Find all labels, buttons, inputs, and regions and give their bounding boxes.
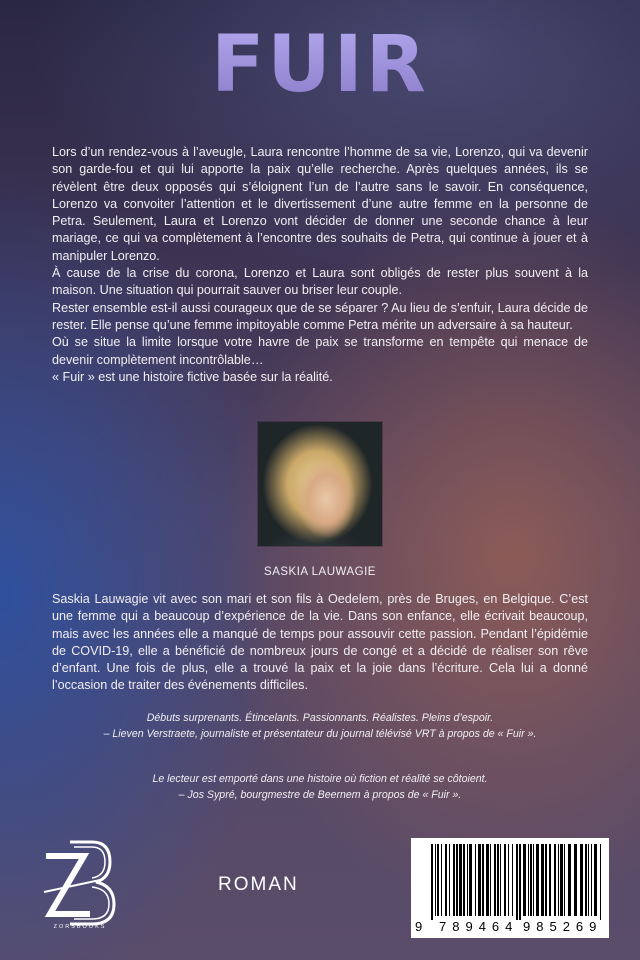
barcode-bar: [536, 844, 539, 916]
barcode-bar: [558, 844, 559, 916]
synopsis-paragraph: Rester ensemble est-il aussi courageux que de se séparer ? Au lieu de s’enfuir, Laura décide de rester. Elle pense qu’une femme impitoyable comme Petra mérite un adversaire à sa hauteur.: [52, 300, 588, 332]
author-photo: [258, 422, 382, 546]
isbn-barcode: [411, 838, 609, 938]
synopsis-paragraph: À cause de la crise du corona, Lorenzo et Laura sont obligés de rester plus souvent à la maison. Une situation qui pourrait sauver ou briser leur couple.: [52, 266, 588, 298]
barcode-bar: [482, 844, 484, 916]
barcode-bar: [574, 844, 577, 916]
barcode-bar: [497, 844, 499, 916]
barcode-bar: [469, 844, 472, 916]
isbn-digit-prefix: 9: [415, 919, 423, 934]
barcode-bar: [475, 844, 476, 916]
book-title: FUIR: [0, 20, 640, 110]
synopsis-paragraph: « Fuir » est une histoire fictive basée sur la réalité.: [52, 369, 333, 384]
barcode-bar: [459, 844, 462, 916]
synopsis-paragraph: Lors d’un rendez-vous à l’aveugle, Laura rencontre l’homme de sa vie, Lorenzo, qui va devenir son garde-fou et qui lui apporte la paix qu’elle recherche. Après quelques années, ils se révèlent être deux opposés qui s’éloignent l’un de l’autre sans le savoir. En conséquence, Lorenzo va convoiter l’attention et le divertissement d’une autre femme en la personne de Petra. Seulement, Laura et Lorenzo vont décider de donner une seconde chance à leur mariage, ce qui va complètement à l’encontre des souhaits de Petra, qui continue à jouer et à manipuler Lorenzo.: [52, 145, 588, 263]
barcode-bar: [568, 844, 571, 916]
quote-text: Le lecteur est emporté dans une histoire où fiction et réalité se côtoient.: [152, 773, 488, 785]
barcode-bar: [541, 844, 544, 916]
quote-source: – Jos Sypré, bourgmestre de Beernem à propos de « Fuir ».: [178, 788, 462, 801]
quote-text: Débuts surprenants. Étincelants. Passionnants. Réalistes. Pleins d’espoir.: [146, 712, 494, 724]
barcode-bar: [591, 844, 592, 916]
review-quote: [0, 772, 640, 803]
barcode-bar: [600, 844, 601, 920]
synopsis: [52, 144, 588, 386]
barcode-bar: [545, 844, 547, 916]
barcode-bar: [467, 844, 468, 916]
barcode-bar: [504, 844, 506, 916]
barcode-bar: [431, 844, 433, 920]
isbn-digit-group: 789464: [439, 919, 519, 934]
barcode-bar: [588, 844, 589, 916]
barcode-bar: [441, 844, 442, 916]
barcode-bar: [435, 844, 436, 916]
barcode-bar: [512, 844, 513, 916]
barcode-bar: [594, 844, 597, 916]
barcode-bar: [456, 844, 458, 916]
barcode-bar: [516, 844, 518, 920]
author-bio: Saskia Lauwagie vit avec son mari et son fils à Oedelem, près de Bruges, en Belgique. C’est une femme qui a beaucoup d’expérience de la vie. Dans son enfance, elle écrivait beaucoup, mais avec les années elle a manqué de temps pour assouvir cette passion. Pendant l’épidémie de COVID-19, elle a bénéficié de nombreux jours de congé et a décidé de réaliser son rêve d’enfant. Une fois de plus, elle a trouvé la paix et la joie dans l’écriture. Cela lui a donné l’occasion de traiter des événements difficiles.: [52, 592, 588, 693]
quote-source: – Lieven Verstraete, journaliste et présentateur du journal télévisé VRT à propos de « Fuir ».: [103, 727, 537, 740]
barcode-bar: [445, 844, 447, 916]
barcode-bar: [449, 844, 450, 916]
genre-label: ROMAN: [218, 874, 299, 895]
barcode-bar: [564, 844, 565, 916]
barcode-bar: [478, 844, 481, 916]
zb-monogram-icon: [40, 834, 120, 934]
author-name: SASKIA LAUWAGIE: [264, 566, 376, 578]
synopsis-paragraph: Où se situe la limite lorsque votre havre de paix se transforme en tempête qui menace de devenir complètement incontrôlable…: [52, 335, 588, 367]
barcode-bar: [494, 844, 496, 916]
barcode-bar: [580, 844, 583, 916]
barcode-bar: [437, 844, 439, 916]
barcode-bar: [523, 844, 526, 916]
barcode-bar: [549, 844, 551, 916]
barcode-bar: [453, 844, 455, 916]
isbn-digit-group: 985269: [523, 919, 603, 934]
barcode-bar: [528, 844, 529, 916]
barcode-bar: [490, 844, 491, 916]
barcode-bar: [508, 844, 509, 916]
publisher-name: ZORSBOOKS: [53, 924, 107, 930]
barcode-bar: [554, 844, 556, 916]
barcode-bar: [530, 844, 532, 916]
barcode-bars: [411, 838, 609, 920]
barcode-bar: [486, 844, 489, 916]
barcode-bar: [463, 844, 465, 916]
barcode-bar: [585, 844, 587, 916]
barcode-bar: [519, 844, 521, 920]
barcode-bar: [560, 844, 563, 916]
review-quote: [0, 711, 640, 742]
barcode-bar: [500, 844, 501, 916]
barcode-bar: [533, 844, 534, 916]
